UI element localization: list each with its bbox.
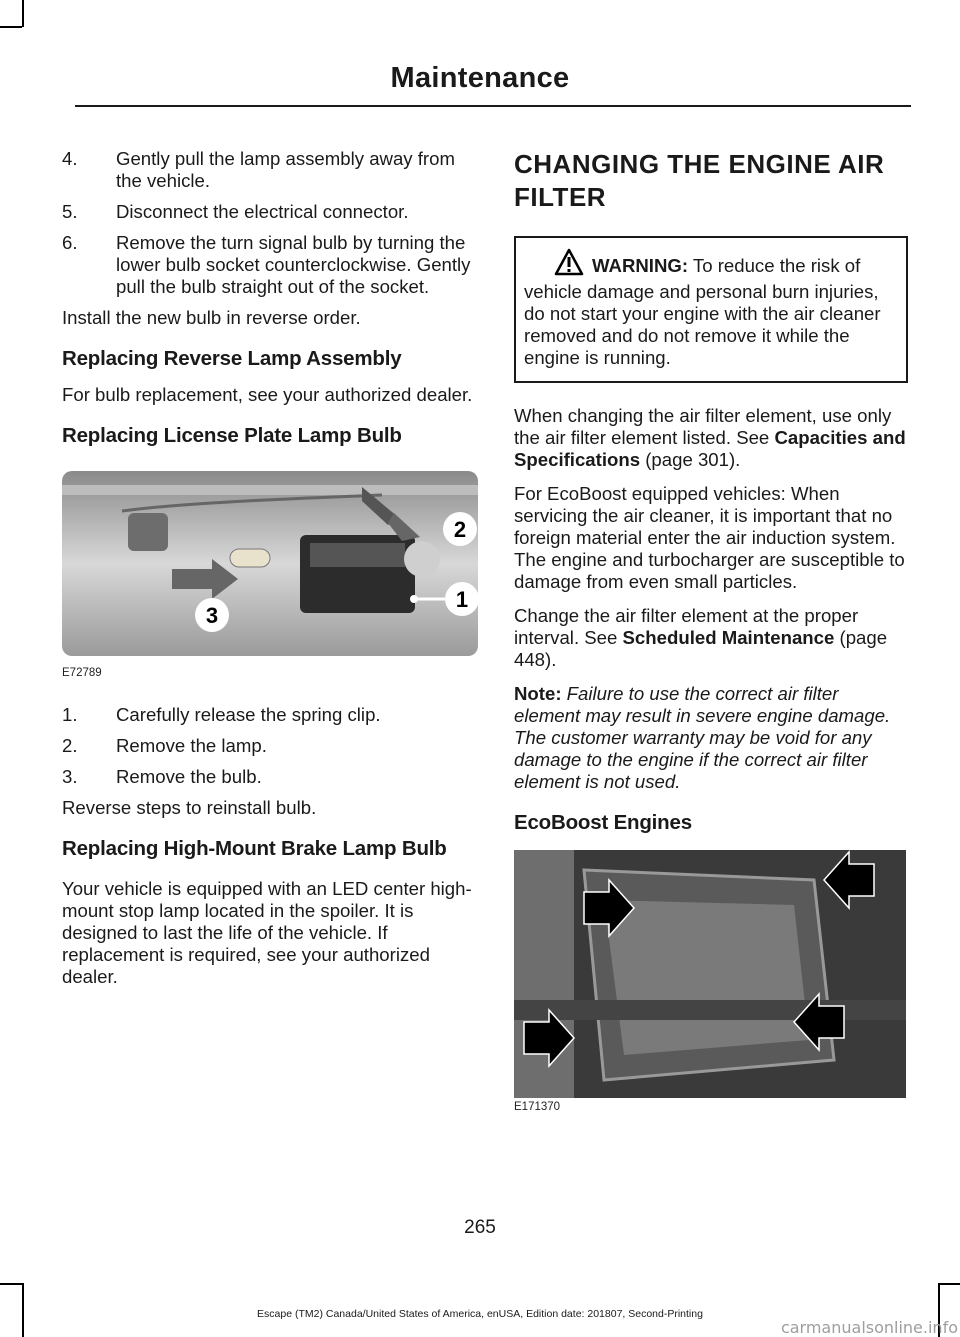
watermark: carmanualsonline.info xyxy=(780,1318,958,1337)
warning-box xyxy=(514,236,908,383)
section-heading: Replacing High-Mount Brake Lamp Bulb xyxy=(62,837,447,860)
paragraph xyxy=(514,405,908,471)
step-number: 4. xyxy=(62,148,78,169)
page-number: 265 xyxy=(464,1217,496,1238)
right-column xyxy=(514,148,908,1118)
list-item xyxy=(62,766,478,788)
air-filter-figure xyxy=(514,850,906,1098)
step-number: 3. xyxy=(62,766,78,787)
step-text: Disconnect the electrical connector. xyxy=(116,201,409,222)
step-number: 5. xyxy=(62,201,78,222)
paragraph: Install the new bulb in reverse order. xyxy=(62,307,361,328)
note-label: Note: xyxy=(514,683,562,704)
figure-code: E72789 xyxy=(62,667,102,679)
step-text: Remove the turn signal bulb by turning the lower bulb socket counterclockwise. Gently pull the bulb straight out of the socket. xyxy=(116,232,471,297)
step-number: 2. xyxy=(62,735,78,756)
list-item xyxy=(62,201,478,223)
footer-text: Escape (TM2) Canada/United States of America, enUSA, Edition date: 201807, Second-Printing xyxy=(257,1308,703,1320)
note xyxy=(514,683,908,793)
license-lamp-figure xyxy=(62,471,478,656)
callout-2: 2 xyxy=(453,517,467,542)
paragraph: Reverse steps to reinstall bulb. xyxy=(62,797,317,818)
paragraph: Your vehicle is equipped with an LED center high-mount stop lamp located in the spoiler. It is designed to last the life of the vehicle. If replacement is required, see your authorized dealer. xyxy=(62,878,472,987)
cross-reference: Capacities and Specifications xyxy=(514,427,906,470)
callout-1: 1 xyxy=(455,587,469,612)
paragraph xyxy=(514,605,908,671)
section-heading: Replacing Reverse Lamp Assembly xyxy=(62,347,402,370)
cross-reference: Scheduled Maintenance xyxy=(622,627,835,648)
callout-3: 3 xyxy=(205,603,219,628)
step-text: Remove the lamp. xyxy=(116,735,267,756)
header-divider xyxy=(75,105,911,107)
paragraph: For EcoBoost equipped vehicles: When servicing the air cleaner, it is important that no foreign material enter the air induction system. The engine and turbocharger are susceptible to damage from even small particles. xyxy=(514,483,905,592)
left-column xyxy=(62,148,478,1000)
warning-text: To reduce the risk of vehicle damage and personal burn injuries, do not start your engine with the air cleaner removed and do not remove it while the engine is running. xyxy=(524,255,881,368)
step-number: 1. xyxy=(62,704,78,725)
section-heading: Replacing License Plate Lamp Bulb xyxy=(62,424,402,447)
list-item xyxy=(62,704,478,726)
paragraph-text: Change the air filter element at the proper interval. See xyxy=(514,605,859,648)
figure-code: E171370 xyxy=(514,1101,561,1113)
paragraph: For bulb replacement, see your authorized dealer. xyxy=(62,384,473,405)
warning-triangle-icon xyxy=(554,248,584,281)
crop-mark xyxy=(0,1283,22,1285)
license-lamp-illustration xyxy=(62,471,478,656)
step-text: Gently pull the lamp assembly away from the vehicle. xyxy=(116,148,455,191)
note-text: Failure to use the correct air filter element may result in severe engine damage. The customer warranty may be void for any damage to the engine if the correct air filter element is not used. xyxy=(514,683,891,792)
page-title: Maintenance xyxy=(390,62,570,94)
main-heading: CHANGING THE ENGINE AIR FILTER xyxy=(514,149,885,212)
page-reference: (page 301). xyxy=(640,449,741,470)
step-number: 6. xyxy=(62,232,78,253)
list-item xyxy=(62,148,478,192)
crop-mark xyxy=(938,1283,960,1285)
warning-label: WARNING: xyxy=(592,255,689,276)
paragraph-text: When changing the air filter element, use only the air filter element listed. See xyxy=(514,405,892,448)
list-item xyxy=(62,735,478,757)
crop-mark xyxy=(22,0,24,27)
crop-mark xyxy=(0,26,22,28)
list-item xyxy=(62,232,478,298)
page-reference: (page 448). xyxy=(514,627,888,670)
step-text: Remove the bulb. xyxy=(116,766,262,787)
air-filter-illustration xyxy=(514,850,906,1098)
step-text: Carefully release the spring clip. xyxy=(116,704,381,725)
section-heading: EcoBoost Engines xyxy=(514,811,692,834)
